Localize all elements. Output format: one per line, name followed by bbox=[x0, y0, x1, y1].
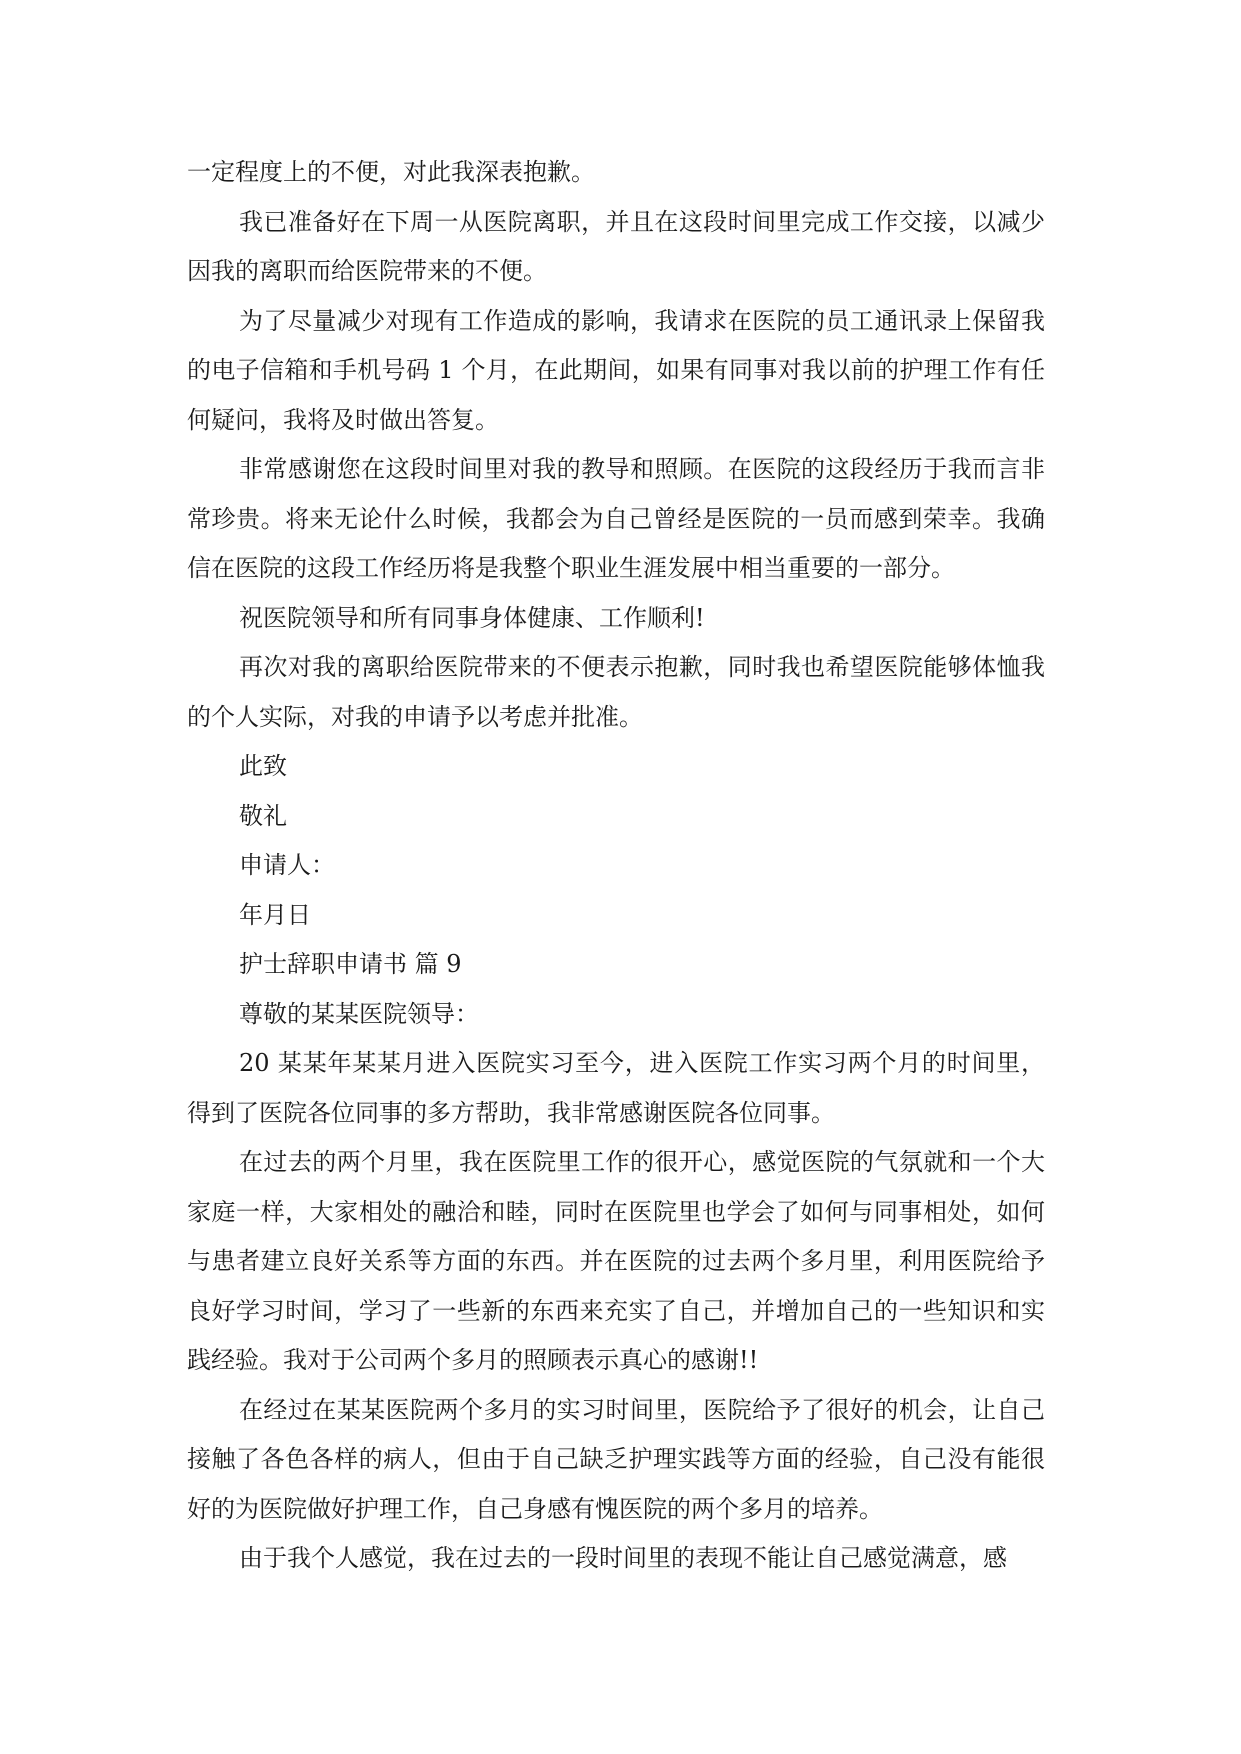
paragraph-10: 由于我个人感觉，我在过去的一段时间里的表现不能让自己感觉满意，感 bbox=[239, 1544, 1007, 1572]
paragraph-1: 一定程度上的不便，对此我深表抱歉。 bbox=[187, 158, 595, 186]
closing-regards: 敬礼 bbox=[239, 801, 287, 830]
paragraph-6: 再次对我的离职给医院带来的不便表示抱歉，同时我也希望医院能够体恤我的个人实际，对我的申请予以考虑并批准。 bbox=[187, 653, 1045, 731]
closing-salutation: 此致 bbox=[239, 752, 287, 780]
paragraph-8: 在过去的两个月里，我在医院里工作的很开心，感觉医院的气氛就和一个大家庭一样，大家相处的融洽和睦，同时在医院里也学会了如何与同事相处，如何与患者建立良好关系等方面的东西。并在医院的过去两个多月里，利用医院给予良好学习时间，学习了一些新的东西来充实了自己，并增加自己的一些知识和实践经验。我对于公司两个多月的照顾表示真心的感谢!! bbox=[187, 1148, 1045, 1374]
applicant-label: 申请人： bbox=[239, 851, 335, 879]
paragraph-4: 非常感谢您在这段时间里对我的教导和照顾。在医院的这段经历于我而言非常珍贵。将来无论什么时候，我都会为自己曾经是医院的一员而感到荣幸。我确信在医院的这段工作经历将是我整个职业生涯发展中相当重要的一部分。 bbox=[187, 455, 1045, 582]
paragraph-2: 我已准备好在下周一从医院离职，并且在这段时间里完成工作交接，以减少因我的离职而给医院带来的不便。 bbox=[187, 207, 1045, 285]
paragraph-3: 为了尽量减少对现有工作造成的影响，我请求在医院的员工通讯录上保留我的电子信箱和手机号码 1 个月，在此期间，如果有同事对我以前的护理工作有任何疑问，我将及时做出答复。 bbox=[187, 306, 1045, 434]
paragraph-7: 20 某某年某某月进入医院实习至今，进入医院工作实习两个月的时间里，得到了医院各位同事的多方帮助，我非常感谢医院各位同事。 bbox=[187, 1049, 1045, 1127]
date-label: 年月日 bbox=[239, 900, 311, 929]
document-page bbox=[187, 148, 1045, 1584]
greeting: 尊敬的某某医院领导： bbox=[239, 999, 479, 1028]
paragraph-5: 祝医院领导和所有同事身体健康、工作顺利! bbox=[239, 603, 705, 632]
paragraph-9: 在经过在某某医院两个多月的实习时间里，医院给予了很好的机会，让自己接触了各色各样的病人，但由于自己缺乏护理实践等方面的经验，自己没有能很好的为医院做好护理工作，自己身感有愧医院的两个多月的培养。 bbox=[187, 1395, 1045, 1523]
section-title: 护士辞职申请书 篇 9 bbox=[239, 950, 462, 978]
